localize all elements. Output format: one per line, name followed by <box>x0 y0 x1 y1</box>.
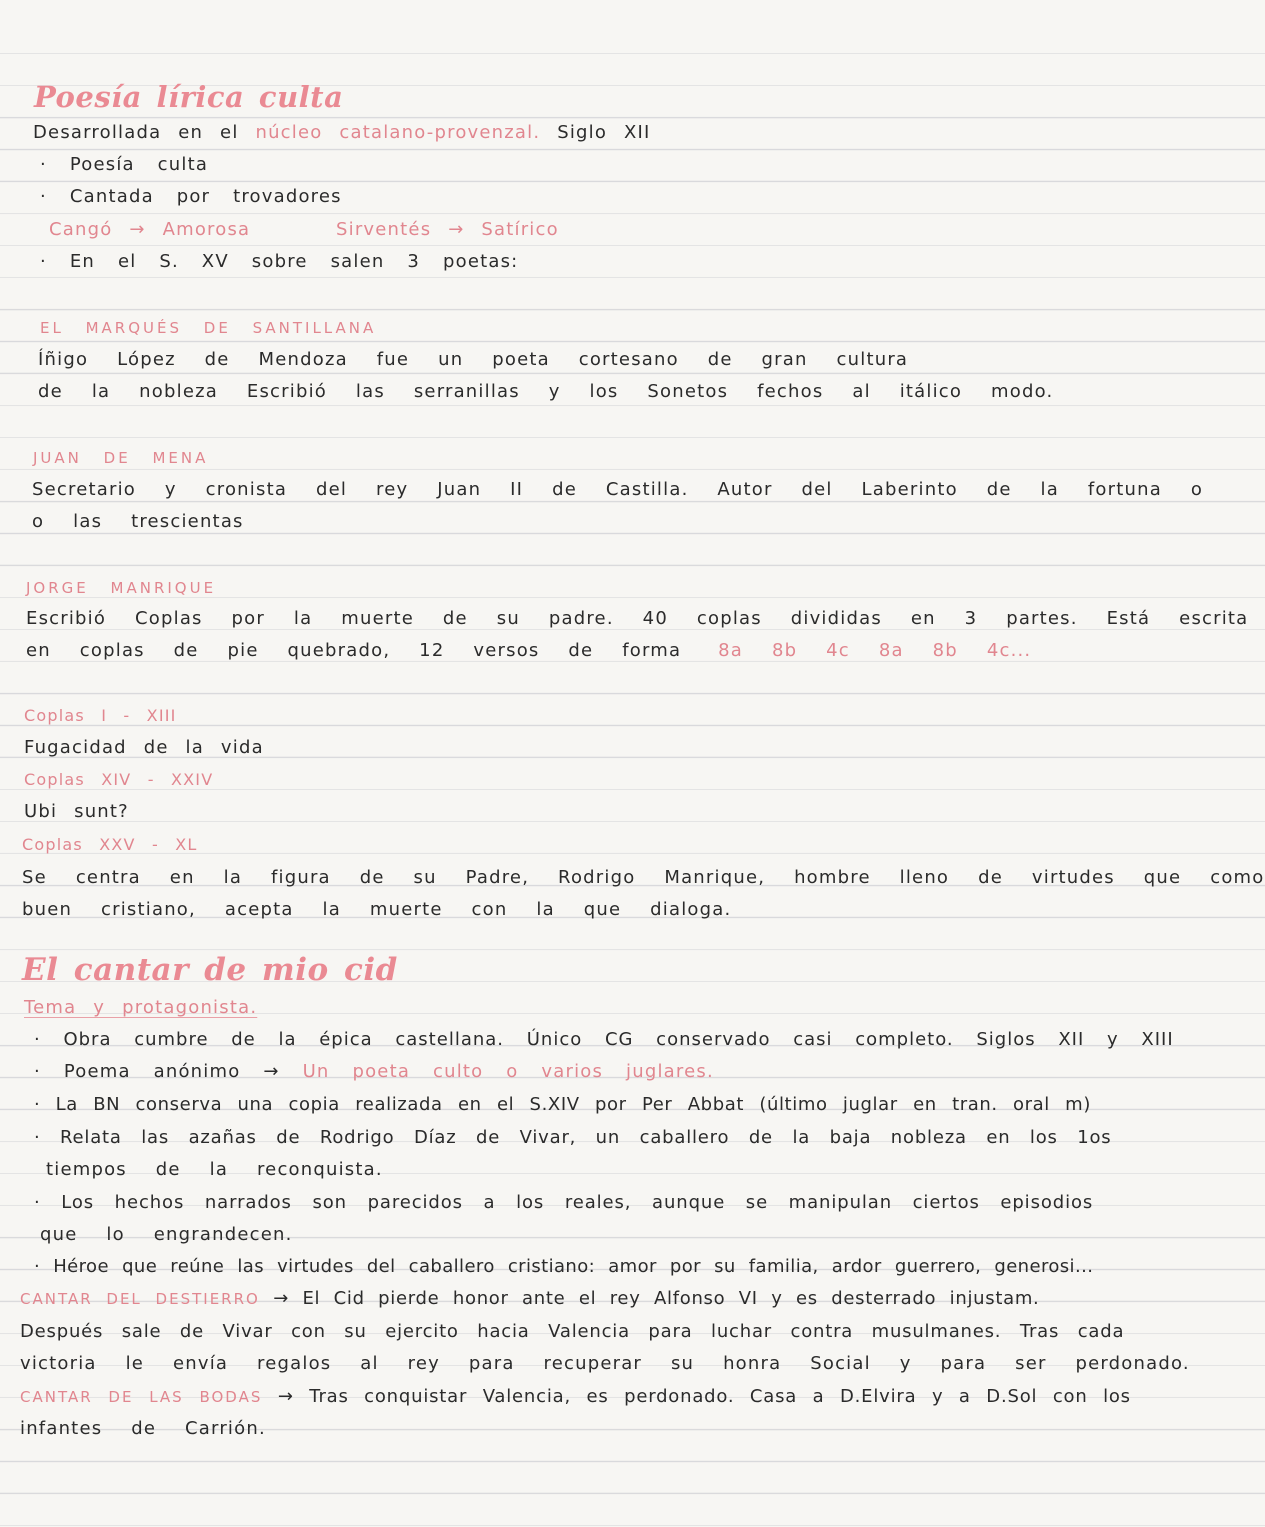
bullet-item: · Poesía culta <box>40 154 209 175</box>
highlight-text: núcleo catalano-provenzal. <box>255 122 541 143</box>
highlight-text: Un poeta culto o varios juglares. <box>302 1061 714 1082</box>
text-line: Ubi sunt? <box>24 801 129 822</box>
bullet-item: · Los hechos narrados son parecidos a los reales, aunque se manipulan ciertos episodios <box>34 1192 1094 1213</box>
text-line: infantes de Carrión. <box>20 1418 266 1439</box>
text-line: Desarrollada en el núcleo catalano-provenzal. Siglo XII <box>33 122 651 143</box>
subheading-tema: Tema y protagonista. <box>24 997 258 1018</box>
bullet-item: · Héroe que reúne las virtudes del caballero cristiano: amor por su familia, ardor guerrero, generosi... <box>34 1256 1094 1277</box>
bodas-label: CANTAR DE LAS BODAS <box>20 1388 263 1406</box>
bullet-item: · Cantada por trovadores <box>40 186 342 207</box>
heading-mena: JUAN DE MENA <box>33 449 209 467</box>
metric-scheme: 8a 8b 4c 8a 8b 4c... <box>718 640 1032 661</box>
text-line: Íñigo López de Mendoza fue un poeta cortesano de gran cultura <box>38 349 909 370</box>
section-title-poesia: Poesía lírica culta <box>34 80 344 114</box>
text-line: Después sale de Vivar con su ejercito hacia Valencia para luchar contra musulmanes. Tras cada <box>20 1321 1125 1342</box>
text-line: en coplas de pie quebrado, 12 versos de forma 8a 8b 4c 8a 8b 4c... <box>26 640 1032 661</box>
coplas-heading: Coplas XXV - XL <box>22 835 198 854</box>
text-line: buen cristiano, acepta la muerte con la que dialoga. <box>22 899 732 920</box>
heading-santillana: EL MARQUÉS DE SANTILLANA <box>40 319 377 337</box>
text-line: Se centra en la figura de su Padre, Rodrigo Manrique, hombre lleno de virtudes que como <box>22 867 1265 888</box>
coplas-heading: Coplas XIV - XXIV <box>24 770 214 789</box>
cango-label: Cangó → Amorosa <box>49 219 251 240</box>
text-line: CANTAR DE LAS BODAS → Tras conquistar Valencia, es perdonado. Casa a D.Elvira y a D.Sol con los <box>20 1386 1131 1407</box>
text-line: CANTAR DEL DESTIERRO → El Cid pierde honor ante el rey Alfonso VI y es desterrado injustam. <box>20 1288 1040 1309</box>
bullet-item: · Relata las azañas de Rodrigo Díaz de Vivar, un caballero de la baja nobleza en los 1os <box>34 1127 1112 1148</box>
bullet-item: · Poema anónimo → Un poeta culto o varios juglares. <box>34 1061 714 1082</box>
text-line: o las trescientas <box>32 511 244 532</box>
bullet-item: · Obra cumbre de la épica castellana. Único CG conservado casi completo. Siglos XII y XIII <box>34 1029 1174 1050</box>
sirventes-label: Sirventés → Satírico <box>336 219 559 240</box>
destierro-label: CANTAR DEL DESTIERRO <box>20 1290 260 1308</box>
text-line: Fugacidad de la vida <box>24 737 264 758</box>
text-line: que lo engrandecen. <box>40 1224 293 1245</box>
bullet-item: · En el S. XV sobre salen 3 poetas: <box>40 251 519 272</box>
text-line: Secretario y cronista del rey Juan II de Castilla. Autor del Laberinto de la fortuna o <box>32 479 1204 500</box>
section-title-cid: El cantar de mio cid <box>22 952 398 988</box>
text-line: victoria le envía regalos al rey para recuperar su honra Social y para ser perdonado. <box>20 1353 1190 1374</box>
bullet-item: · La BN conserva una copia realizada en el S.XIV por Per Abbat (último juglar en tran. oral m) <box>34 1094 1091 1115</box>
coplas-heading: Coplas I - XIII <box>24 706 177 725</box>
text-line: Escribió Coplas por la muerte de su padre. 40 coplas divididas en 3 partes. Está escrita <box>26 608 1249 629</box>
text-line: tiempos de la reconquista. <box>46 1159 383 1180</box>
text-line: de la nobleza Escribió las serranillas y los Sonetos fechos al itálico modo. <box>38 381 1054 402</box>
heading-manrique: JORGE MANRIQUE <box>26 579 217 597</box>
